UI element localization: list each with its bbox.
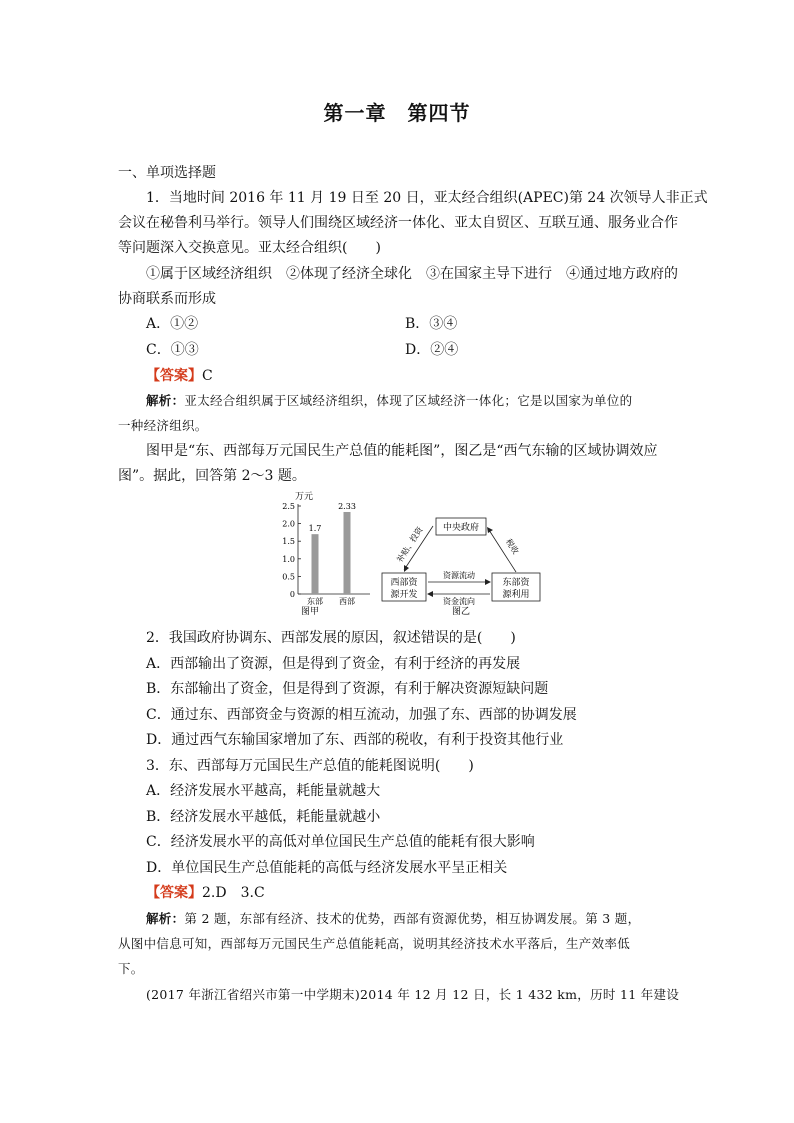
y-tick-label: 1.5 bbox=[282, 537, 295, 547]
bar-value-label: 2.33 bbox=[338, 501, 356, 511]
y-tick-label: 0 bbox=[289, 590, 295, 599]
answer-tag: 【答案】 bbox=[146, 885, 202, 901]
q1-option-c: C．①③ bbox=[146, 342, 199, 358]
q2-option-a: A．西部输出了资源，但是得到了资金，有利于经济的再发展 bbox=[146, 656, 521, 672]
q1-answer bbox=[146, 367, 678, 385]
analysis-text: 亚太经合组织属于区域经济组织，体现了区域经济一体化；它是以国家为单位的 bbox=[184, 393, 633, 408]
q1-stem-line-1: 1．当地时间 2016 年 11 月 19 日至 20 日，亚太经合组织(APEC)第 24 次领导人非正式 bbox=[146, 190, 708, 206]
west-label-1: 西部资 bbox=[390, 578, 418, 588]
subsidy-investment-label: 补贴、投资 bbox=[395, 525, 425, 564]
y-tick-label: 1.0 bbox=[282, 554, 295, 564]
y-tick-label: 0.5 bbox=[282, 572, 295, 582]
q1-option-b: B．③④ bbox=[405, 316, 458, 332]
flow-diagram bbox=[382, 518, 540, 617]
q1-analysis-line-1 bbox=[146, 392, 678, 410]
intro-line-1: 图甲是“东、西部每万元国民生产总值的能耗图”，图乙是“西气东输的区域协调效应 bbox=[146, 443, 658, 459]
q1-option-a: A．①② bbox=[146, 316, 199, 332]
q1-option-d: D．②④ bbox=[405, 342, 459, 358]
energy-bar-chart bbox=[282, 491, 370, 617]
diagram-caption: 图乙 bbox=[451, 607, 471, 617]
q1-statements-line-2: 协商联系而形成 bbox=[118, 291, 216, 307]
q1-statements-line-1: ①属于区域经济组织 ②体现了经济全球化 ③在国家主导下进行 ④通过地方政府的 bbox=[146, 266, 678, 282]
bar-west bbox=[344, 512, 351, 594]
q3-option-d: D．单位国民生产总值能耗的高低与经济发展水平呈正相关 bbox=[146, 860, 508, 876]
q2-stem: 2．我国政府协调东、西部发展的原因，叙述错误的是( ) bbox=[146, 630, 516, 646]
analysis-label: 解析： bbox=[146, 911, 185, 926]
answer-tag: 【答案】 bbox=[146, 368, 202, 384]
q23-answer bbox=[146, 884, 678, 902]
q1-analysis-line-2: 一种经济组织。 bbox=[118, 418, 208, 433]
capital-flow-label: 资金流向 bbox=[443, 597, 475, 606]
chart-ylabel: 万元 bbox=[295, 492, 314, 502]
west-label-2: 源开发 bbox=[390, 590, 418, 600]
capital-arrowhead bbox=[427, 591, 433, 597]
bar-value-label: 1.7 bbox=[308, 524, 322, 534]
q3-option-a: A．经济发展水平越高，耗能量就越大 bbox=[146, 783, 381, 799]
q23-analysis-line-1 bbox=[146, 910, 678, 928]
q3-option-b: B．经济发展水平越低，耗能量就越小 bbox=[146, 809, 381, 825]
q3-stem: 3．东、西部每万元国民生产总值的能耗图说明( ) bbox=[146, 758, 474, 774]
resource-arrowhead bbox=[485, 579, 491, 585]
x-category-label: 东部 bbox=[307, 597, 323, 606]
chart-caption: 图甲 bbox=[301, 607, 320, 617]
page-title: 第一章 第四节 bbox=[323, 101, 471, 125]
resource-flow-label: 资源流动 bbox=[443, 571, 475, 580]
east-label-2: 源利用 bbox=[502, 590, 530, 600]
tax-label: 税收 bbox=[503, 537, 521, 556]
q2-option-d: D．通过西气东输国家增加了东、西部的税收，有利于投资其他行业 bbox=[146, 732, 564, 748]
q23-analysis-line-3: 下。 bbox=[118, 961, 144, 976]
analysis-label: 解析： bbox=[146, 393, 185, 408]
east-label-1: 东部资 bbox=[502, 578, 530, 588]
q2-option-b: B．东部输出了资金，但是得到了资源，有利于解决资源短缺问题 bbox=[146, 681, 549, 697]
answer-value: C bbox=[202, 368, 213, 384]
section-heading: 一、单项选择题 bbox=[118, 165, 216, 181]
answer-value: 2.D 3.C bbox=[202, 885, 265, 901]
q1-stem-line-3: 等问题深入交换意见。亚太经合组织( ) bbox=[118, 240, 381, 256]
figure-chart-and-diagram bbox=[275, 488, 555, 630]
bar-east bbox=[312, 534, 319, 594]
y-tick-label: 2.5 bbox=[282, 502, 295, 511]
q2-option-c: C．通过东、西部资金与资源的相互流动，加强了东、西部的协调发展 bbox=[146, 707, 577, 723]
central-government-label: 中央政府 bbox=[442, 523, 480, 533]
q3-option-c: C．经济发展水平的高低对单位国民生产总值的能耗有很大影响 bbox=[146, 834, 535, 850]
y-tick-label: 2.0 bbox=[282, 519, 295, 529]
intro-line-2: 图”。据此，回答第 2～3 题。 bbox=[118, 468, 306, 484]
analysis-text: 第 2 题，东部有经济、技术的优势，西部有资源优势，相互协调发展。第 3 题， bbox=[184, 911, 641, 926]
q4-intro: (2017 年浙江省绍兴市第一中学期末)2014 年 12 月 12 日，长 1 432 km，历时 11 年建设 bbox=[146, 987, 680, 1002]
q1-stem-line-2: 会议在秘鲁利马举行。领导人们围绕区域经济一体化、亚太自贸区、互联互通、服务业合作 bbox=[118, 215, 678, 231]
q23-analysis-line-2: 从图中信息可知，西部每万元国民生产总值能耗高，说明其经济技术水平落后，生产效率低 bbox=[118, 936, 631, 951]
x-category-label: 西部 bbox=[339, 597, 355, 606]
chart-bars bbox=[307, 502, 356, 606]
